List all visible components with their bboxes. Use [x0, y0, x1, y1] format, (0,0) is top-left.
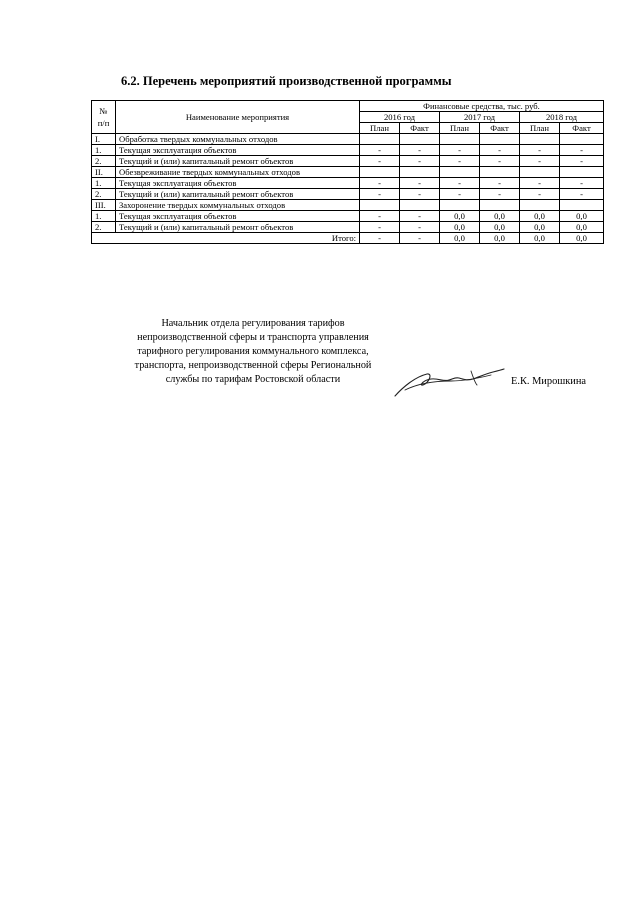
row-number: 2.	[92, 222, 116, 233]
value-cell: -	[360, 178, 400, 189]
total-value-cell: -	[400, 233, 440, 244]
page-heading: 6.2. Перечень мероприятий производственной программы	[121, 74, 452, 88]
sub-header: План	[520, 123, 560, 134]
activity-name: Текущий и (или) капитальный ремонт объектов	[116, 189, 360, 200]
activity-name: Текущая эксплуатация объектов	[116, 178, 360, 189]
value-cell: 0,0	[480, 222, 520, 233]
table-row	[92, 167, 604, 178]
table-row	[92, 145, 604, 156]
year-header-2017: 2017 год	[440, 112, 520, 123]
value-cell: -	[400, 211, 440, 222]
value-cell: -	[520, 178, 560, 189]
value-cell	[520, 167, 560, 178]
activities-table	[91, 100, 604, 244]
table-row	[92, 222, 604, 233]
value-cell: -	[560, 145, 604, 156]
value-cell: -	[480, 178, 520, 189]
year-header-2016: 2016 год	[360, 112, 440, 123]
value-cell	[360, 167, 400, 178]
value-cell: -	[360, 222, 400, 233]
value-cell	[440, 200, 480, 211]
total-value-cell: -	[360, 233, 400, 244]
value-cell: 0,0	[520, 211, 560, 222]
activities-table-body	[92, 101, 604, 244]
table-row	[92, 178, 604, 189]
row-number: III.	[92, 200, 116, 211]
value-cell: -	[400, 156, 440, 167]
position-line: службы по тарифам Ростовской области	[165, 374, 341, 385]
position-line: тарифного регулирования коммунального комплекса,	[137, 346, 369, 357]
table-row	[92, 156, 604, 167]
value-cell: -	[480, 145, 520, 156]
row-number: II.	[92, 167, 116, 178]
value-cell: -	[560, 189, 604, 200]
table-row	[92, 134, 604, 145]
total-label: Итого:	[92, 233, 360, 244]
value-cell: 0,0	[480, 211, 520, 222]
value-cell: -	[520, 145, 560, 156]
activity-name: Текущая эксплуатация объектов	[116, 145, 360, 156]
total-value-cell: 0,0	[440, 233, 480, 244]
value-cell: -	[400, 222, 440, 233]
sub-header: Факт	[560, 123, 604, 134]
value-cell: 0,0	[520, 222, 560, 233]
sub-header: Факт	[400, 123, 440, 134]
value-cell	[560, 200, 604, 211]
col-finance-header: Финансовые средства, тыс. руб.	[360, 101, 604, 112]
signature-position-block	[103, 317, 403, 387]
value-cell: -	[440, 189, 480, 200]
value-cell	[440, 167, 480, 178]
value-cell	[480, 167, 520, 178]
value-cell: 0,0	[440, 222, 480, 233]
col-name-header: Наименование мероприятия	[116, 101, 360, 134]
row-number: 1.	[92, 178, 116, 189]
header-row-1	[92, 101, 604, 112]
position-line: транспорта, непроизводственной сферы Региональной	[134, 360, 372, 371]
value-cell: -	[480, 156, 520, 167]
value-cell: -	[400, 178, 440, 189]
value-cell: 0,0	[560, 222, 604, 233]
value-cell: -	[400, 189, 440, 200]
signatory-name: Е.К. Мирошкина	[511, 376, 587, 387]
activity-name: Обработка твердых коммунальных отходов	[116, 134, 360, 145]
value-cell	[560, 167, 604, 178]
sub-header: План	[360, 123, 400, 134]
activity-name: Текущий и (или) капитальный ремонт объектов	[116, 156, 360, 167]
value-cell: 0,0	[440, 211, 480, 222]
value-cell: -	[520, 156, 560, 167]
value-cell: -	[360, 145, 400, 156]
value-cell: 0,0	[560, 211, 604, 222]
value-cell: -	[440, 156, 480, 167]
table-row	[92, 189, 604, 200]
total-value-cell: 0,0	[560, 233, 604, 244]
value-cell	[520, 200, 560, 211]
position-line: непроизводственной сферы и транспорта управления	[137, 332, 369, 343]
value-cell	[440, 134, 480, 145]
activity-name: Текущий и (или) капитальный ремонт объектов	[116, 222, 360, 233]
value-cell: -	[360, 211, 400, 222]
sub-header: Факт	[480, 123, 520, 134]
value-cell	[400, 167, 440, 178]
total-value-cell: 0,0	[480, 233, 520, 244]
value-cell: -	[480, 189, 520, 200]
row-number: 1.	[92, 211, 116, 222]
value-cell: -	[400, 145, 440, 156]
table-row	[92, 211, 604, 222]
value-cell: -	[360, 156, 400, 167]
value-cell	[360, 200, 400, 211]
position-line: Начальник отдела регулирования тарифов	[161, 318, 345, 329]
year-header-2018: 2018 год	[520, 112, 604, 123]
value-cell: -	[440, 178, 480, 189]
value-cell	[400, 134, 440, 145]
row-number: 2.	[92, 189, 116, 200]
value-cell	[520, 134, 560, 145]
total-row	[92, 233, 604, 244]
value-cell	[400, 200, 440, 211]
total-value-cell: 0,0	[520, 233, 560, 244]
activity-name: Текущая эксплуатация объектов	[116, 211, 360, 222]
value-cell: -	[560, 156, 604, 167]
sub-header: План	[440, 123, 480, 134]
value-cell: -	[440, 145, 480, 156]
table-row	[92, 200, 604, 211]
row-number: 2.	[92, 156, 116, 167]
value-cell	[480, 134, 520, 145]
value-cell: -	[360, 189, 400, 200]
handwritten-signature	[393, 365, 505, 399]
row-number: I.	[92, 134, 116, 145]
value-cell	[360, 134, 400, 145]
col-num-header: № п/п	[92, 101, 116, 134]
value-cell	[480, 200, 520, 211]
activity-name: Захоронение твердых коммунальных отходов	[116, 200, 360, 211]
activity-name: Обезвреживание твердых коммунальных отходов	[116, 167, 360, 178]
value-cell: -	[560, 178, 604, 189]
row-number: 1.	[92, 145, 116, 156]
value-cell	[560, 134, 604, 145]
value-cell: -	[520, 189, 560, 200]
